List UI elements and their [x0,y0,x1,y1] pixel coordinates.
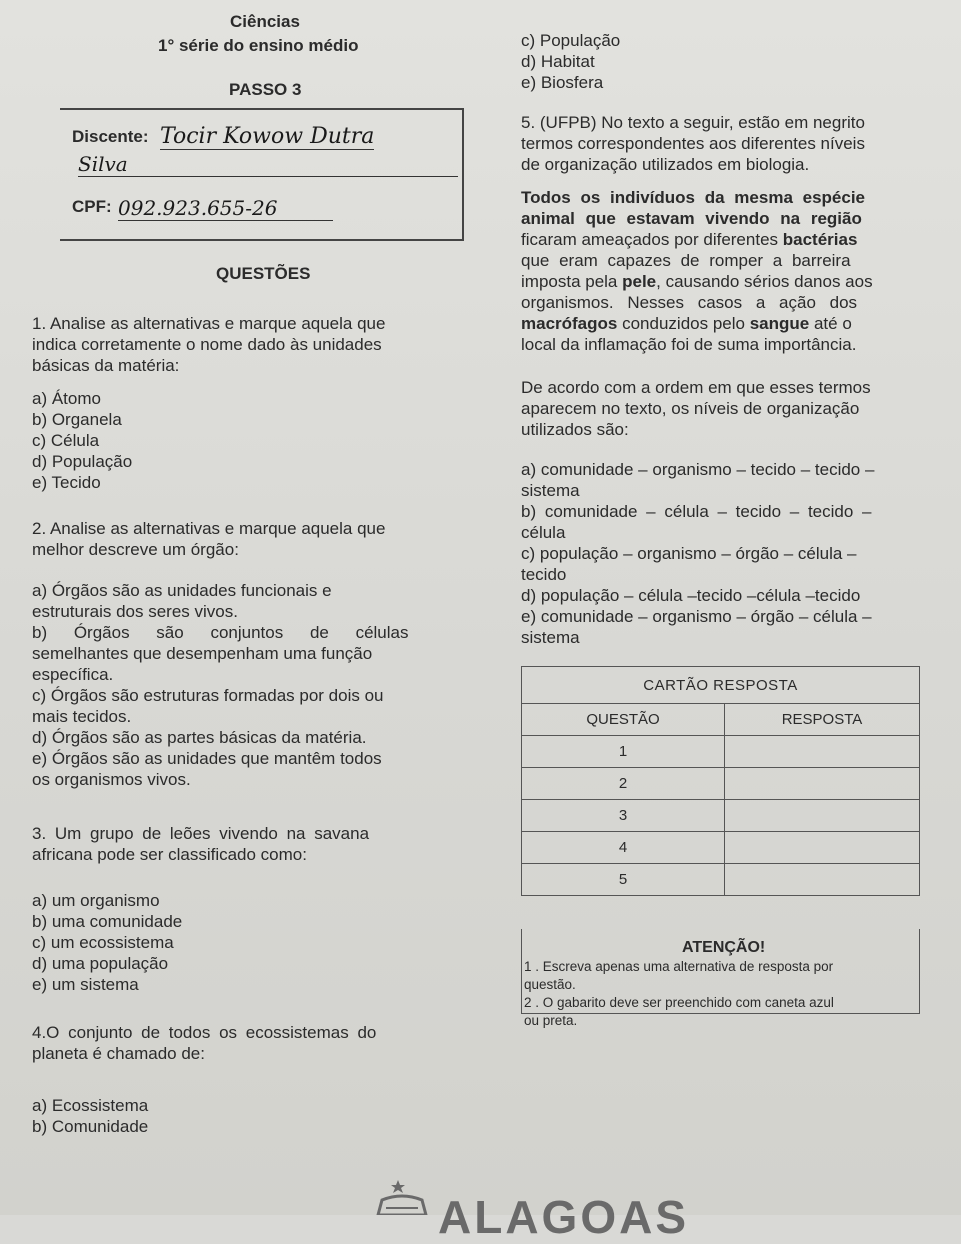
q5-bold-term: pele [622,272,657,291]
q2-option-c-line: c) Órgãos são estruturas formadas por dois ou [32,686,384,705]
q2-line: 2. Analise as alternativas e marque aquela que [32,519,386,538]
q1-option-c[interactable]: c) Célula [32,431,100,450]
q2-options [32,580,464,790]
q5-bold-term: macrófagos [521,314,618,333]
question-2 [32,518,464,560]
q5-option-e-line: e) comunidade – organismo – órgão – célula – [521,607,872,626]
column-header-answer: RESPOSTA [725,704,920,736]
q2-option-b-line: específica. [32,665,114,684]
q1-option-e[interactable]: e) Tecido [32,473,101,492]
footer-logo-text: ALAGOAS [438,1191,689,1243]
cpf-field[interactable] [118,196,333,221]
question-number-cell: 2 [522,768,725,800]
q5-line: 5. (UFPB) No texto a seguir, estão em negrito [521,113,865,132]
student-label: Discente: [72,127,149,146]
question-1 [32,313,464,376]
question-number-cell: 1 [522,736,725,768]
q4-line: planeta é chamado de: [32,1044,205,1063]
q2-option-d[interactable]: d) Órgãos são as partes básicas da matéria. [32,728,367,747]
q3-options [32,890,182,995]
cpf-value: 092.923.655-26 [118,196,278,220]
q4-options-left [32,1095,148,1137]
q5-option-c-line: tecido [521,565,567,584]
q5-option-a[interactable] [521,459,920,501]
notice-title: ATENÇÃO! [682,939,766,956]
question-5 [521,112,920,175]
q2-option-b-line: b) Órgãos são conjuntos de células [32,623,409,642]
q5-line: termos correspondentes aos diferentes níveis [521,134,865,153]
q4-option-c[interactable]: c) População [521,31,621,50]
state-emblem-icon [372,1178,432,1215]
q5-statement-line: De acordo com a ordem em que esses termos [521,378,871,397]
step-label: PASSO 3 [229,80,302,99]
q1-line: 1. Analise as alternativas e marque aquela que [32,314,386,333]
notice-line: 2 . O gabarito deve ser preenchido com caneta azul [524,995,834,1010]
q3-option-e[interactable]: e) um sistema [32,975,139,994]
q3-option-a[interactable]: a) um organismo [32,891,160,910]
q5-text: conduzidos pelo [617,314,750,333]
q2-option-a[interactable] [32,580,464,622]
answer-cell-3[interactable] [725,800,920,832]
q5-passage-line: Todos os indivíduos da mesma espécie [521,188,865,207]
question-4 [32,1022,464,1064]
q2-option-e-line: os organismos vivos. [32,770,191,789]
q5-bold-term: bactérias [782,230,858,249]
notice-line: questão. [524,977,576,992]
q5-passage-line [521,313,920,334]
q5-text: até o [809,314,852,333]
q2-option-c[interactable] [32,685,464,727]
q2-option-c-line: mais tecidos. [32,707,132,726]
q2-option-b-line: semelhantes que desempenham uma função [32,644,373,663]
answer-cell-2[interactable] [725,768,920,800]
q5-option-b-line: célula [521,523,566,542]
student-name-line2: Silva [78,152,128,176]
answer-card-title: CARTÃO RESPOSTA [522,667,920,704]
notice-line: ou preta. [524,1013,578,1028]
q4-option-a[interactable]: a) Ecossistema [32,1096,149,1115]
q5-option-a-line: sistema [521,481,580,500]
q5-option-e-line: sistema [521,628,580,647]
question-number-cell: 5 [522,864,725,896]
q5-statement-line: utilizados são: [521,420,629,439]
column-header-question: QUESTÃO [522,704,725,736]
q2-option-e[interactable] [32,748,464,790]
q5-passage-line: que eram capazes de romper a barreira [521,251,851,270]
q4-options-right [521,30,620,93]
answer-cell-4[interactable] [725,832,920,864]
q1-options [32,388,132,493]
q5-option-d[interactable]: d) população – célula –tecido –célula –tecido [521,586,861,605]
q4-line: 4.O conjunto de todos os ecossistemas do [32,1023,377,1042]
q1-option-d[interactable]: d) População [32,452,133,471]
q2-line: melhor descreve um órgão: [32,540,239,559]
q5-passage-line: local da inflamação foi de suma importância. [521,335,857,354]
q5-option-b-line: b) comunidade – célula – tecido – tecido – [521,502,872,521]
q3-line: 3. Um grupo de leões vivendo na savana [32,824,370,843]
q5-line: de organização utilizados em biologia. [521,155,810,174]
q3-option-c[interactable]: c) um ecossistema [32,933,174,952]
q1-line: indica corretamente o nome dado às unidades [32,335,382,354]
student-name-line1: Tocir Kowow Dutra [160,124,375,149]
question-number-cell: 4 [522,832,725,864]
cpf-label: CPF: [72,197,112,216]
subject-title: Ciências [230,12,300,31]
q5-option-b[interactable] [521,501,920,543]
q5-statement-line: aparecem no texto, os níveis de organização [521,399,860,418]
q4-option-d[interactable]: d) Habitat [521,52,595,71]
q3-option-d[interactable]: d) uma população [32,954,169,973]
notice-line: 1 . Escreva apenas uma alternativa de resposta por [524,959,834,974]
q2-option-a-line: estruturais dos seres vivos. [32,602,238,621]
answer-cell-5[interactable] [725,864,920,896]
q5-option-c[interactable] [521,543,920,585]
q1-line: básicas da matéria: [32,356,180,375]
q1-option-b[interactable]: b) Organela [32,410,122,429]
q2-option-a-line: a) Órgãos são as unidades funcionais e [32,581,332,600]
notice-text [524,958,920,1030]
q2-option-e-line: e) Órgãos são as unidades que mantêm todos [32,749,382,768]
q5-options [521,459,920,648]
q5-passage [521,187,920,355]
q1-option-a[interactable]: a) Átomo [32,389,101,408]
grade-label: 1° série do ensino médio [158,36,359,55]
q5-passage-line [521,271,920,292]
question-number-cell: 3 [522,800,725,832]
q5-bold-term: sangue [749,314,810,333]
section-title: QUESTÕES [216,264,311,283]
q5-passage-line: organismos. Nesses casos a ação dos [521,293,858,312]
q5-option-a-line: a) comunidade – organismo – tecido – tecido – [521,460,875,479]
q5-option-e[interactable] [521,606,920,648]
student-name-handwritten[interactable] [160,124,460,150]
q4-option-e[interactable]: e) Biosfera [521,73,604,92]
q3-option-b[interactable]: b) uma comunidade [32,912,183,931]
answer-cell-1[interactable] [725,736,920,768]
q4-option-b[interactable]: b) Comunidade [32,1117,149,1136]
q5-passage-line [521,229,920,250]
q5-text: , causando sérios danos aos [656,272,873,291]
q3-line: africana pode ser classificado como: [32,845,307,864]
question-3 [32,823,464,865]
q5-option-c-line: c) população – organismo – órgão – célula – [521,544,857,563]
q5-statement [521,377,920,440]
q5-passage-line: animal que estavam vivendo na região [521,209,862,228]
student-name-line2-field[interactable] [78,152,458,177]
q2-option-b[interactable] [32,622,464,685]
q5-text: ficaram ameaçados por diferentes [521,230,783,249]
q5-text: imposta pela [521,272,623,291]
answer-card-table [521,666,920,896]
